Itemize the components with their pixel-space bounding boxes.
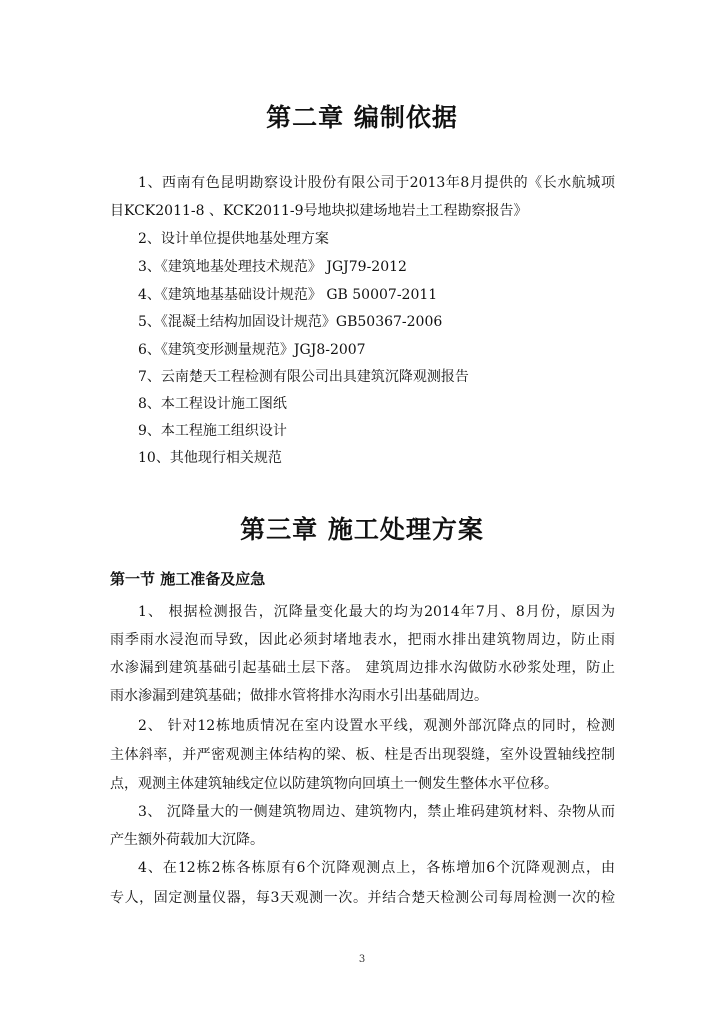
paragraph-line: 专人，固定测量仪器，每3天观测一次。并结合楚天检测公司每周检测一次的检 [110, 890, 615, 906]
paragraph-line: 3、 沉降量大的一侧建筑物周边、建筑物内，禁止堆码建筑材料、杂物从而 [138, 804, 615, 820]
list-item: 6、《建筑变形测量规范》JGJ8-2007 [138, 342, 366, 358]
paragraph-line: 雨季雨水浸泡而导致，因此必须封堵地表水，把雨水排出建筑物周边，防止雨 [110, 632, 615, 648]
paragraph-line: 雨水渗漏到建筑基础；做排水管将排水沟雨水引出基础周边。 [110, 688, 488, 704]
section-1-title: 第一节 施工准备及应急 [110, 570, 266, 588]
list-item: 目KCK2011-8 、KCK2011-9号地块拟建场地岩土工程勘察报告》 [110, 203, 528, 219]
list-item: 3、《建筑地基处理技术规范》 JGJ79-2012 [138, 259, 407, 275]
list-item: 1、西南有色昆明勘察设计股份有限公司于2013年8月提供的《长水航城项 [138, 175, 615, 191]
chapter-3-title: 第三章 施工处理方案 [240, 515, 484, 544]
paragraph-line: 产生额外荷载加大沉降。 [110, 832, 264, 848]
list-item: 2、设计单位提供地基处理方案 [138, 231, 329, 247]
chapter-2-title: 第二章 编制依据 [266, 103, 458, 132]
list-item: 5、《混凝土结构加固设计规范》GB50367-2006 [138, 314, 443, 330]
list-item: 8、本工程设计施工图纸 [138, 396, 287, 412]
list-item: 7、云南楚天工程检测有限公司出具建筑沉降观测报告 [138, 369, 469, 385]
paragraph-line: 点，观测主体建筑轴线定位以防建筑物向回填土一侧发生整体水平位移。 [110, 776, 558, 792]
list-item: 10、其他现行相关规范 [138, 450, 282, 466]
list-item: 4、《建筑地基基础设计规范》 GB 50007-2011 [138, 287, 438, 303]
paragraph-line: 水渗漏到建筑基础引起基础土层下落。 建筑周边排水沟做防水砂浆处理，防止 [110, 660, 615, 676]
paragraph-line: 4、在12栋2栋各栋原有6个沉降观测点上，各栋增加6个沉降观测点，由 [138, 860, 615, 876]
paragraph-line: 主体斜率，并严密观测主体结构的梁、板、柱是否出现裂缝，室外设置轴线控制 [110, 747, 615, 763]
page-number: 3 [358, 954, 366, 965]
list-item: 9、本工程施工组织设计 [138, 423, 287, 439]
paragraph-line: 1、 根据检测报告，沉降量变化最大的均为2014年7月、8月份，原因为 [138, 604, 615, 620]
paragraph-line: 2、 针对12栋地质情况在室内设置水平线，观测外部沉降点的同时，检测 [138, 718, 615, 734]
